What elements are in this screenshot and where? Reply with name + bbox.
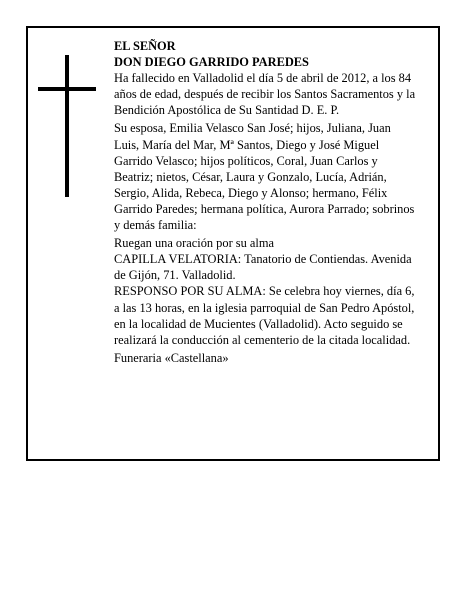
cross-icon-crossbar <box>38 87 96 91</box>
funeral-home: Funeraria «Castellana» <box>114 350 229 365</box>
service-details: RESPONSO POR SU ALMA: Se celebra hoy viernes, día 6, a las 13 horas, en la iglesia parroquial de San Pedro Apóstol, en la localidad de Mucientes (Valladolid). Acto seguido se realizará la conducción al cementerio de la citada localidad. <box>114 284 415 347</box>
deceased-name: DON DIEGO GARRIDO PAREDES <box>114 55 309 70</box>
wake-chapel: CAPILLA VELATORIA: Tanatorio de Contiendas. Avenida de Gijón, 71. Valladolid. <box>114 252 412 283</box>
obituary-text <box>114 38 416 366</box>
death-announcement: Ha fallecido en Valladolid el día 5 de abril de 2012, a los 84 años de edad, después de recibir los Santos Sacramentos y la Bendición Apostólica de Su Santidad D. E. P. <box>114 71 416 118</box>
family-list: Su esposa, Emilia Velasco San José; hijos, Juliana, Juan Luis, María del Mar, Mª Santos, Diego y José Miguel Garrido Velasco; hijos políticos, Coral, Juan Carlos y Beatriz; nietos, César, Laura y Gonzalo, Lucía, Adrián, Sergio, Alida, Rebeca, Diego y Alonso; hermano, Félix Garrido Paredes; hermana política, Aurora Parrado; sobrinos y demás familia: <box>114 121 415 233</box>
title-line-1: EL SEÑOR <box>114 39 176 53</box>
prayer-request: Ruegan una oración por su alma <box>114 236 274 251</box>
cross-icon <box>65 55 69 197</box>
